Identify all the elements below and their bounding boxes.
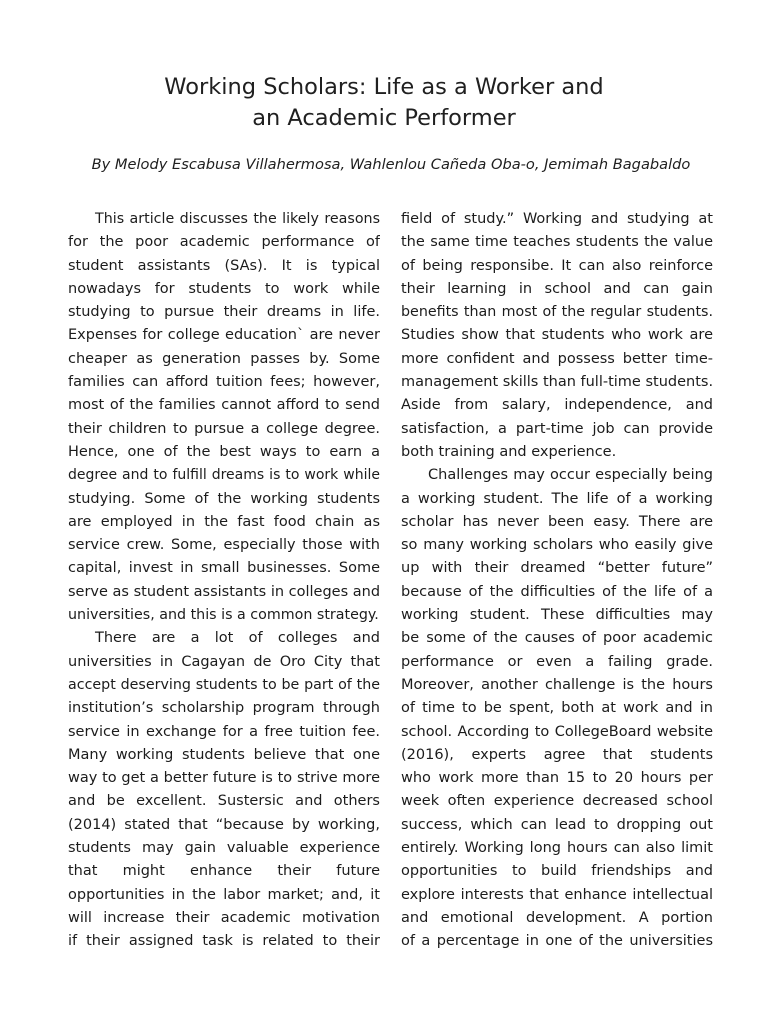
text-line: school. According to CollegeBoard website (401, 723, 713, 740)
text-line: way to get a better future is to strive more (68, 770, 380, 787)
text-line: Expenses for college education` are never (68, 327, 380, 344)
text-line: will increase their academic motivation (68, 909, 380, 926)
text-line: Studies show that students who work are (401, 327, 713, 344)
text-line: satisfaction, a part-time job can provide (401, 420, 713, 437)
left-column (68, 208, 380, 954)
article-title-line-2: an Academic Performer (252, 105, 516, 131)
article-title (0, 72, 768, 134)
text-line: of a percentage in one of the universities (401, 933, 713, 950)
text-line: and be excellent. Sustersic and others (68, 793, 380, 810)
article-title-line-1: Working Scholars: Life as a Worker and (164, 74, 604, 100)
text-line: capital, invest in small businesses. Some (68, 560, 380, 577)
text-line: families can afford tuition fees; however, (68, 374, 380, 391)
text-line: working student. These difficulties may (401, 607, 713, 624)
text-line: management skills than full-time students. (401, 374, 713, 391)
text-line: service in exchange for a free tuition fee. (68, 723, 380, 740)
text-line: degree and to fulfill dreams is to work while (68, 467, 380, 484)
text-line: service crew. Some, especially those with (68, 537, 380, 554)
text-line: the same time teaches students the value (401, 234, 713, 251)
text-line: Many working students believe that one (68, 746, 380, 763)
text-line: so many working scholars who easily give (401, 537, 713, 554)
text-line: institution’s scholarship program through (68, 700, 380, 717)
text-line: up with their dreamed “better future” (401, 560, 713, 577)
text-line: Challenges may occur especially being (428, 467, 713, 484)
text-line: and emotional development. A portion (401, 909, 713, 926)
text-line: both training and experience. (401, 443, 617, 460)
text-line: studying. Some of the working students (68, 490, 380, 507)
text-line: of time to be spent, both at work and in (401, 700, 713, 717)
text-line: scholar has never been easy. There are (401, 513, 713, 530)
text-line: Aside from salary, independence, and (401, 397, 713, 414)
text-line: There are a lot of colleges and (95, 630, 380, 647)
text-line: accept deserving students to be part of the (68, 676, 380, 693)
text-line: universities, and this is a common strategy. (68, 607, 379, 624)
text-line: who work more than 15 to 20 hours per (401, 770, 713, 787)
text-line: if their assigned task is related to their (68, 933, 380, 950)
text-line: most of the families cannot afford to send (68, 397, 380, 414)
text-line: are employed in the fast food chain as (68, 513, 380, 530)
text-line: entirely. Working long hours can also limit (401, 840, 713, 857)
text-line: Hence, one of the best ways to earn a (68, 443, 380, 460)
article-byline: By Melody Escabusa Villahermosa, Wahlenlou Cañeda Oba-o, Jemimah Bagabaldo (91, 156, 691, 173)
text-line: (2016), experts agree that students (401, 746, 713, 763)
text-line: because of the difficulties of the life of a (401, 583, 713, 600)
text-line: a working student. The life of a working (401, 490, 713, 507)
text-line: student assistants (SAs). It is typical (68, 257, 380, 274)
text-line: be some of the causes of poor academic (401, 630, 713, 647)
text-line: cheaper as generation passes by. Some (68, 350, 380, 367)
text-line: studying to pursue their dreams in life. (68, 304, 380, 321)
text-line: This article discusses the likely reasons (95, 211, 380, 227)
text-line: opportunities to build friendships and (401, 863, 713, 880)
text-line: their learning in school and can gain (401, 280, 713, 297)
text-line: explore interests that enhance intellectual (401, 886, 713, 903)
text-line: week often experience decreased school (401, 793, 713, 810)
text-line: performance or even a failing grade. (401, 653, 713, 670)
text-line: students may gain valuable experience (68, 840, 380, 857)
right-column (401, 208, 713, 954)
text-line: Moreover, another challenge is the hours (401, 676, 713, 693)
text-line: that might enhance their future (68, 863, 380, 880)
text-line: universities in Cagayan de Oro City that (68, 653, 380, 670)
text-line: field of study.” Working and studying at (401, 211, 713, 227)
text-line: (2014) stated that “because by working, (68, 816, 380, 833)
text-line: benefits than most of the regular students. (401, 304, 713, 321)
text-line: nowadays for students to work while (68, 280, 380, 297)
text-line: of being responsibe. It can also reinforce (401, 257, 713, 274)
text-line: more confident and possess better time- (401, 350, 713, 367)
text-line: success, which can lead to dropping out (401, 816, 713, 833)
text-line: opportunities in the labor market; and, it (68, 886, 380, 903)
text-line: their children to pursue a college degree. (68, 420, 380, 437)
text-line: serve as student assistants in colleges and (68, 583, 380, 600)
text-line: for the poor academic performance of (68, 234, 380, 251)
